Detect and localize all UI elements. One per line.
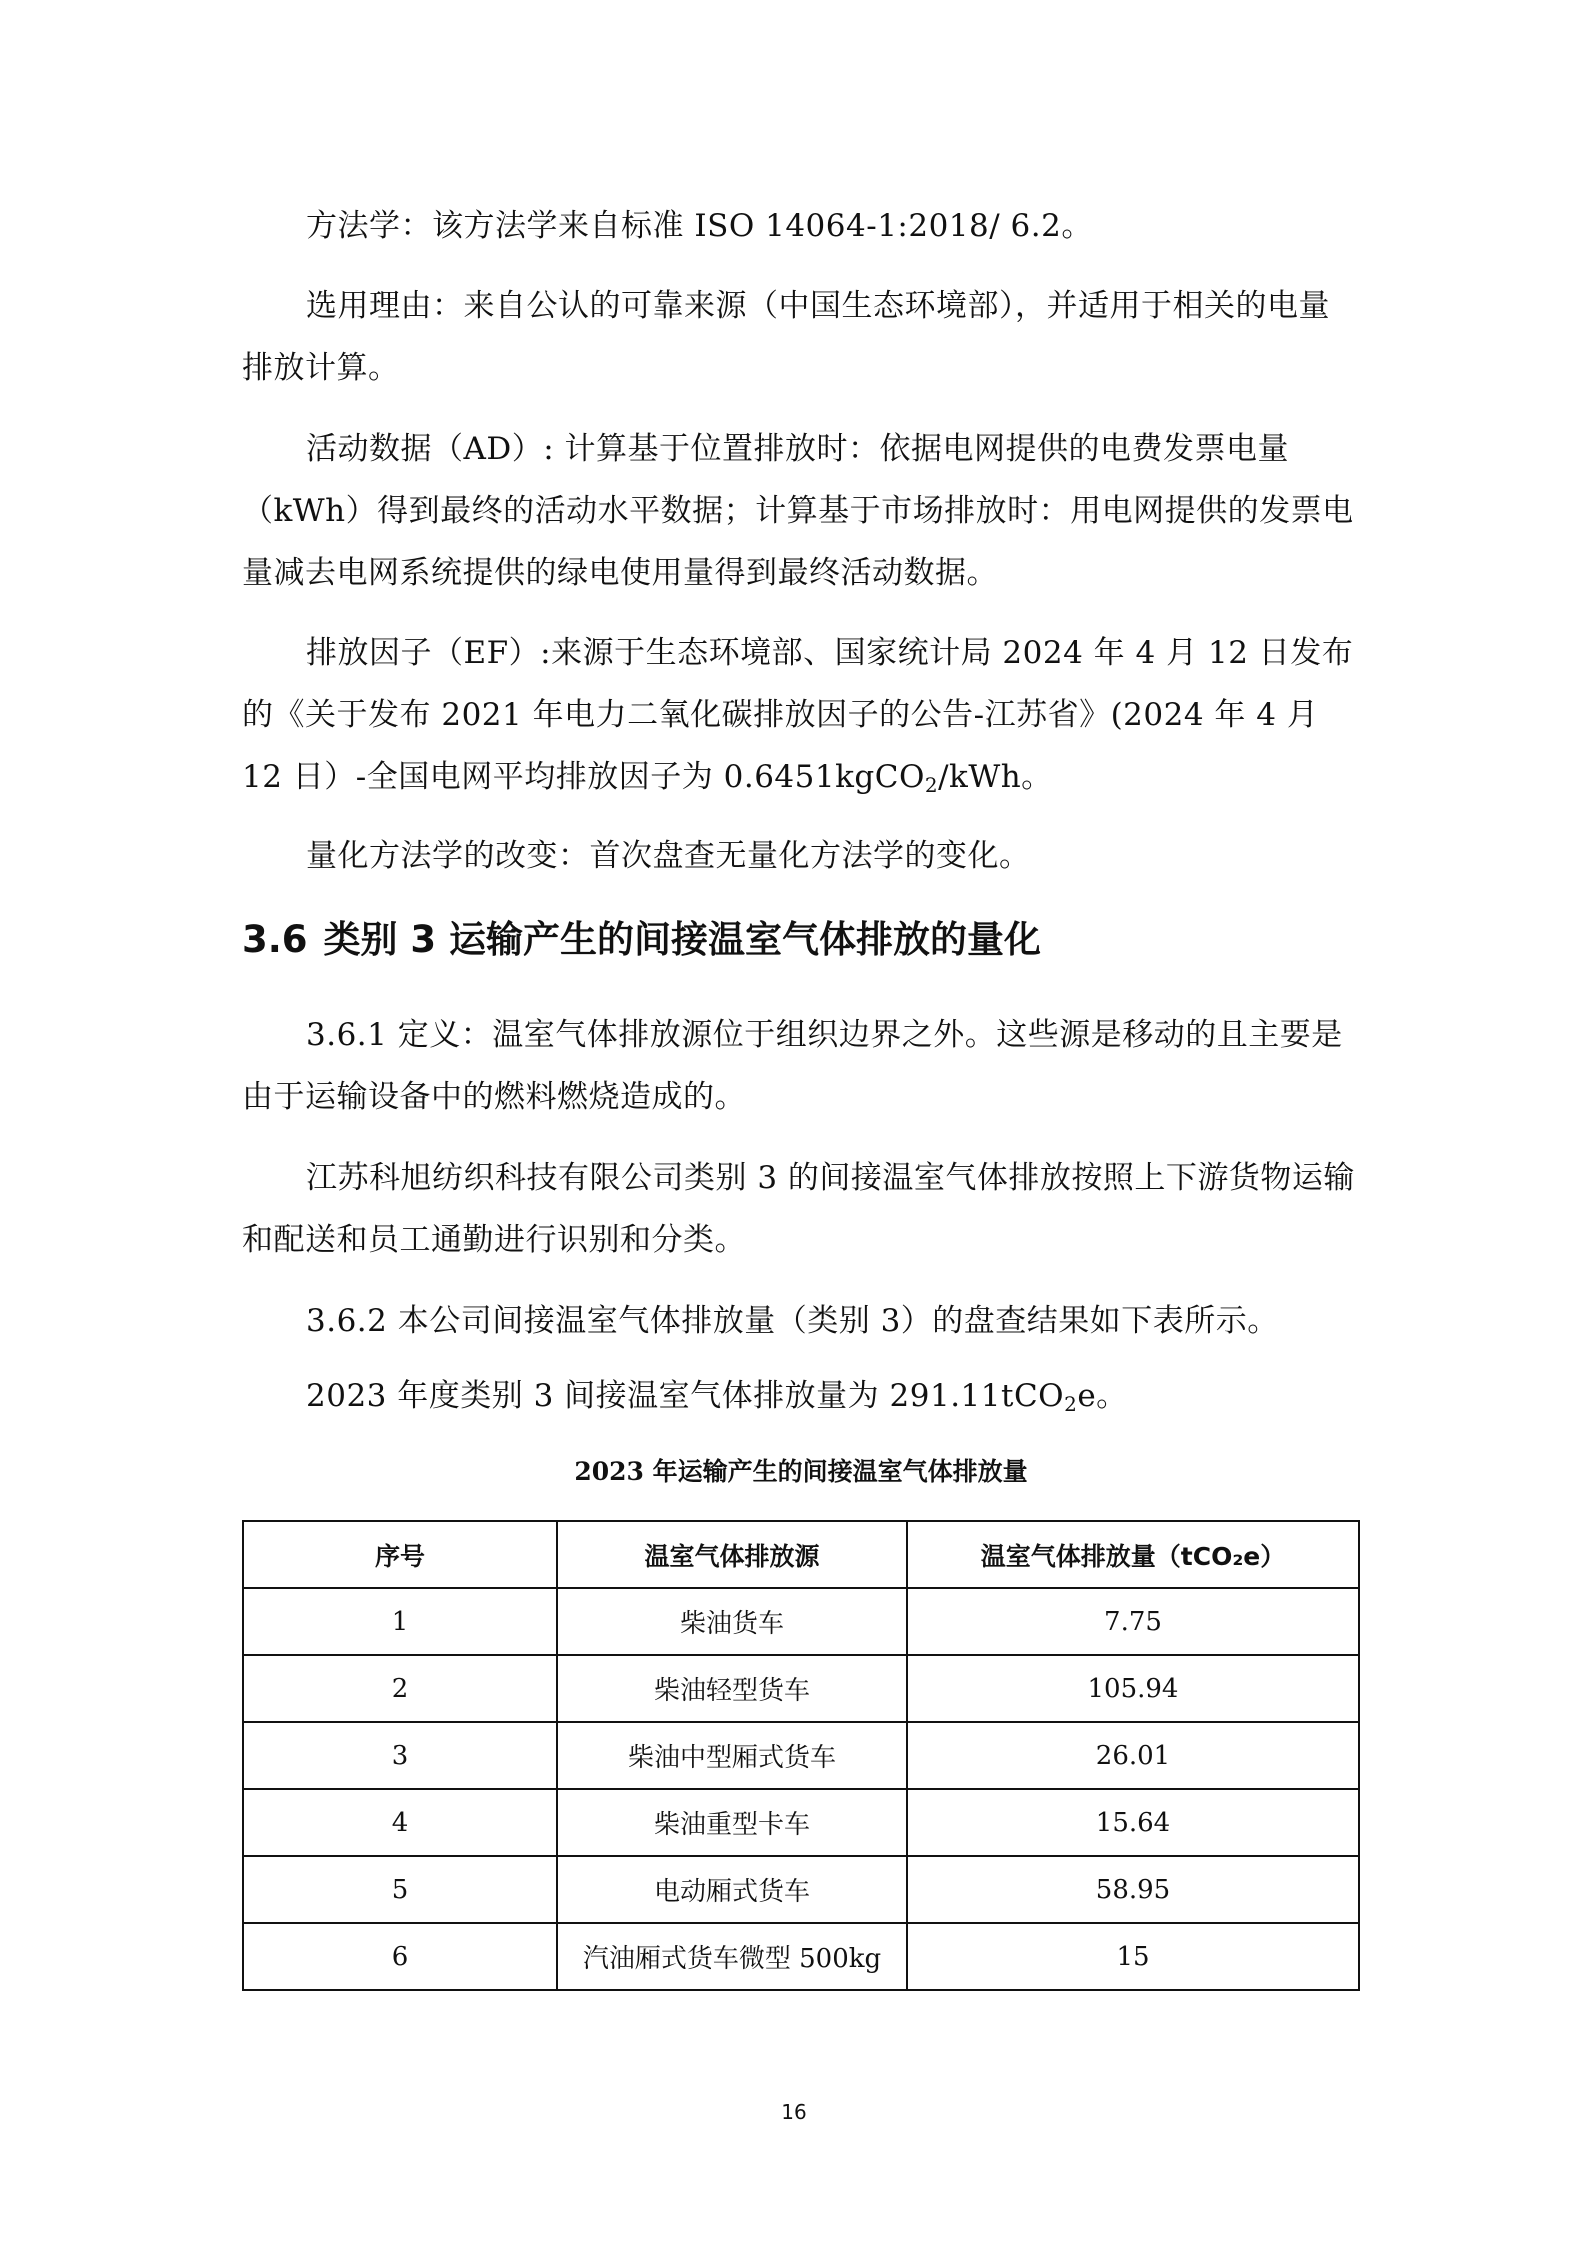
row-emission: 58.95 <box>907 1856 1359 1923</box>
table-row <box>243 1923 1359 1990</box>
emission-factor-tail: /kWh。 <box>938 759 1053 795</box>
row-emission: 7.75 <box>907 1588 1359 1655</box>
row-index: 6 <box>243 1923 557 1990</box>
section-heading <box>242 910 1041 970</box>
row-index: 2 <box>243 1655 557 1722</box>
row-index: 5 <box>243 1856 557 1923</box>
table-caption: 2023 年运输产生的间接温室气体排放量 <box>574 1457 1028 1486</box>
header-emission: 温室气体排放量（tCO₂e） <box>907 1521 1359 1588</box>
emission-factor-paragraph <box>242 622 1360 816</box>
section-title: 类别 3 运输产生的间接温室气体排放的量化 <box>323 918 1042 961</box>
header-source: 温室气体排放源 <box>557 1521 907 1588</box>
row-emission: 15 <box>907 1923 1359 1990</box>
section-number: 3.6 <box>242 918 308 961</box>
row-emission: 15.64 <box>907 1789 1359 1856</box>
row-source: 柴油货车 <box>557 1588 907 1655</box>
row-index: 1 <box>243 1588 557 1655</box>
table-header-row <box>243 1521 1359 1588</box>
definition-paragraph: 3.6.1 定义：温室气体排放源位于组织边界之外。这些源是移动的且主要是由于运输设备中的燃料燃烧造成的。 <box>242 1017 1343 1115</box>
table-row <box>243 1722 1359 1789</box>
company-note-paragraph: 江苏科旭纺织科技有限公司类别 3 的间接温室气体排放按照上下游货物运输和配送和员工通勤进行识别和分类。 <box>242 1160 1355 1258</box>
total-emission-paragraph <box>242 1365 1360 1435</box>
total-emission-subscript: 2 <box>1064 1392 1078 1416</box>
header-index: 序号 <box>243 1521 557 1588</box>
selection-reason-paragraph: 选用理由：来自公认的可靠来源（中国生态环境部），并适用于相关的电量排放计算。 <box>242 288 1330 386</box>
methodology-paragraph: 方法学：该方法学来自标准 ISO 14064-1:2018/ 6.2。 <box>306 208 1093 244</box>
table-row <box>243 1789 1359 1856</box>
method-change-paragraph: 量化方法学的改变：首次盘查无量化方法学的变化。 <box>306 838 1031 874</box>
emission-factor-subscript: 2 <box>924 773 939 797</box>
emission-factor-text: 排放因子（EF）:来源于生态环境部、国家统计局 2024 年 4 月 12 日发布的《关于发布 2021 年电力二氧化碳排放因子的公告-江苏省》(2024 年 4 月 12 日）-全国电网平均排放因子为 0.6451kgCO <box>242 635 1354 795</box>
row-source: 电动厢式货车 <box>557 1856 907 1923</box>
row-source: 柴油轻型货车 <box>557 1655 907 1722</box>
row-source: 柴油中型厢式货车 <box>557 1722 907 1789</box>
total-emission-text: 2023 年度类别 3 间接温室气体排放量为 291.11tCO <box>306 1378 1065 1414</box>
total-emission-tail: e。 <box>1077 1378 1128 1414</box>
row-source: 汽油厢式货车微型 500kg <box>557 1923 907 1990</box>
row-source: 柴油重型卡车 <box>557 1789 907 1856</box>
page-number: 16 <box>781 2100 807 2124</box>
activity-data-paragraph: 活动数据（AD）: 计算基于位置排放时：依据电网提供的电费发票电量（kWh）得到最终的活动水平数据；计算基于市场排放时：用电网提供的发票电量减去电网系统提供的绿电使用量得到最终活动数据。 <box>242 431 1354 591</box>
row-index: 4 <box>243 1789 557 1856</box>
row-emission: 105.94 <box>907 1655 1359 1722</box>
row-index: 3 <box>243 1722 557 1789</box>
table-row <box>243 1588 1359 1655</box>
result-intro-paragraph: 3.6.2 本公司间接温室气体排放量（类别 3）的盘查结果如下表所示。 <box>306 1303 1279 1339</box>
row-emission: 26.01 <box>907 1722 1359 1789</box>
table-row <box>243 1655 1359 1722</box>
table-row <box>243 1856 1359 1923</box>
emission-table <box>242 1520 1360 1991</box>
